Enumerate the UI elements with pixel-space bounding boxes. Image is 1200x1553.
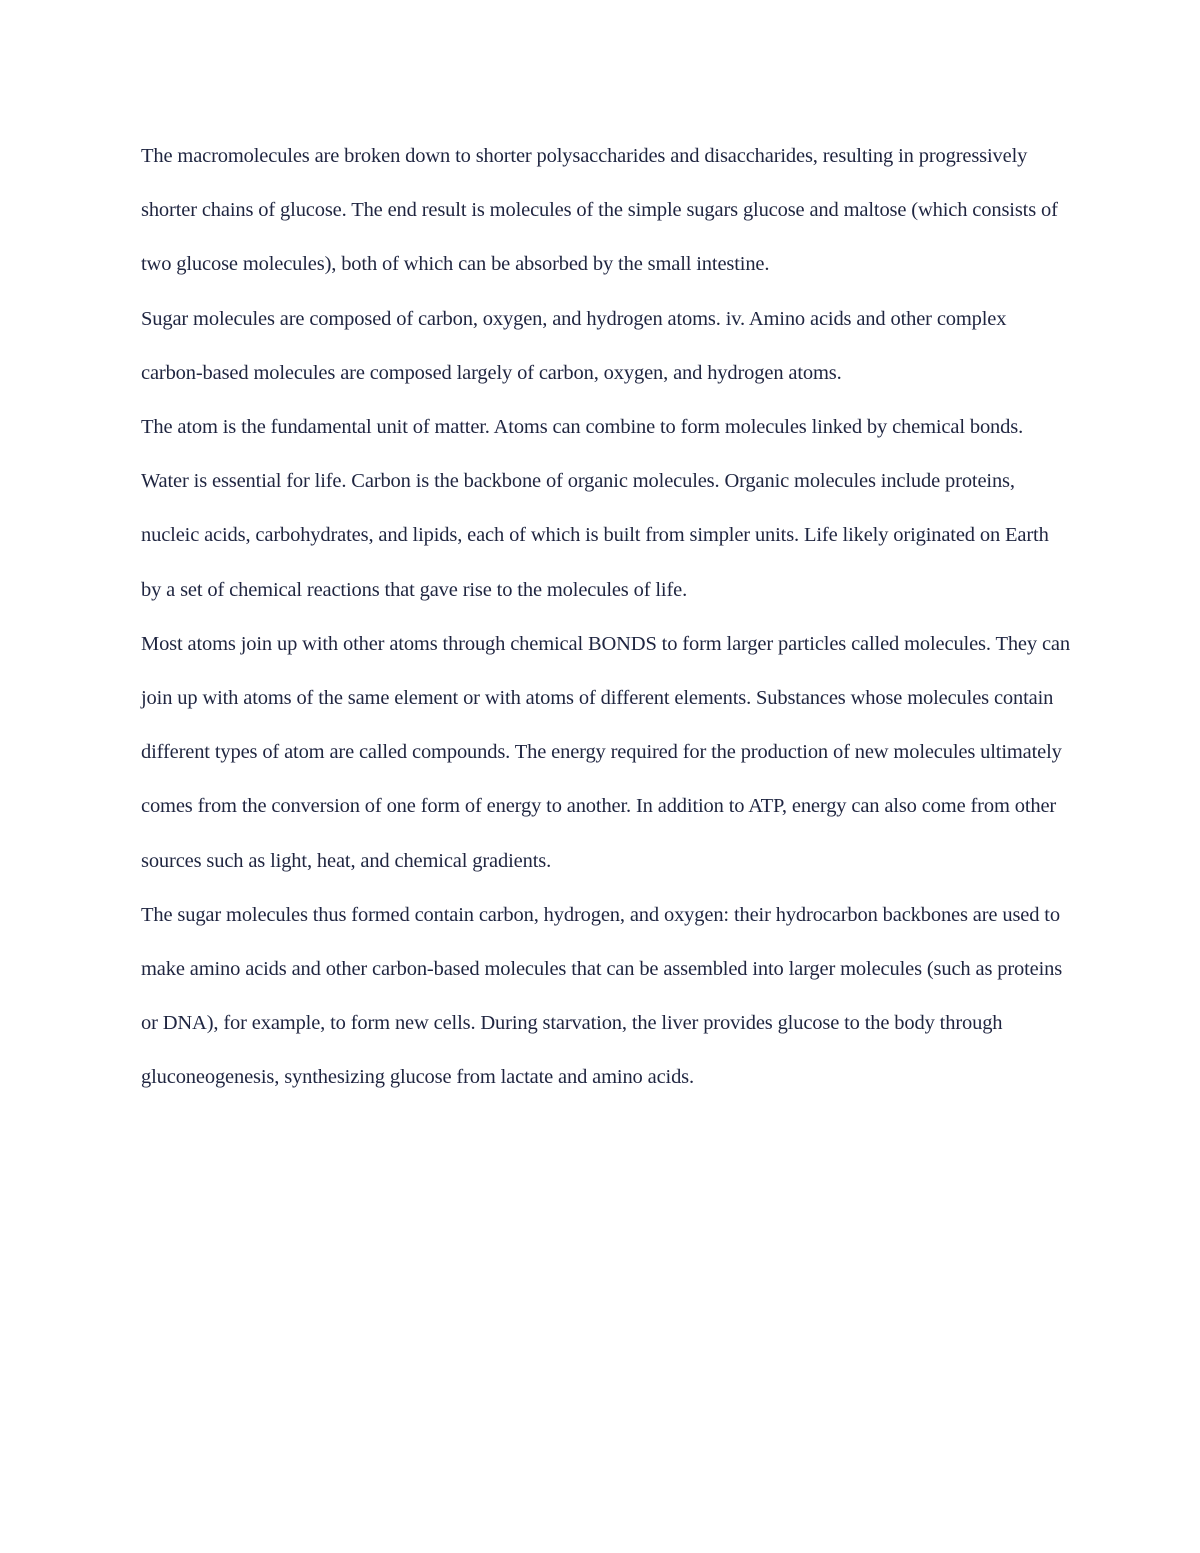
paragraph-4: Most atoms join up with other atoms through chemical BONDS to form larger particles called molecules. They can join up with atoms of the same element or with atoms of different elements. Substances whose molecules contain different types of atom are called compounds. The energy required for the production of new molecules ultimately comes from the conversion of one form of energy to another. In addition to ATP, energy can also come from other sources such as light, heat, and chemical gradients.	[141, 632, 1070, 872]
paragraph-1: The macromolecules are broken down to shorter polysaccharides and disaccharides, resulting in progressively shorter chains of glucose. The end result is molecules of the simple sugars glucose and maltose (which consists of two glucose molecules), both of which can be absorbed by the small intestine.	[141, 145, 1058, 276]
paragraph-5: The sugar molecules thus formed contain carbon, hydrogen, and oxygen: their hydrocarbon backbones are used to make amino acids and other carbon-based molecules that can be assembled into larger molecules (such as proteins or DNA), for example, to form new cells. During starvation, the liver provides glucose to the body through gluconeogenesis, synthesizing glucose from lactate and amino acids.	[141, 903, 1063, 1089]
document-body	[141, 129, 1071, 1105]
paragraph-2: Sugar molecules are composed of carbon, oxygen, and hydrogen atoms. iv. Amino acids and other complex carbon-based molecules are composed largely of carbon, oxygen, and hydrogen atoms.	[141, 307, 1007, 384]
paragraph-3: The atom is the fundamental unit of matter. Atoms can combine to form molecules linked by chemical bonds. Water is essential for life. Carbon is the backbone of organic molecules. Organic molecules include proteins, nucleic acids, carbohydrates, and lipids, each of which is built from simpler units. Life likely originated on Earth by a set of chemical reactions that gave rise to the molecules of life.	[141, 416, 1049, 601]
